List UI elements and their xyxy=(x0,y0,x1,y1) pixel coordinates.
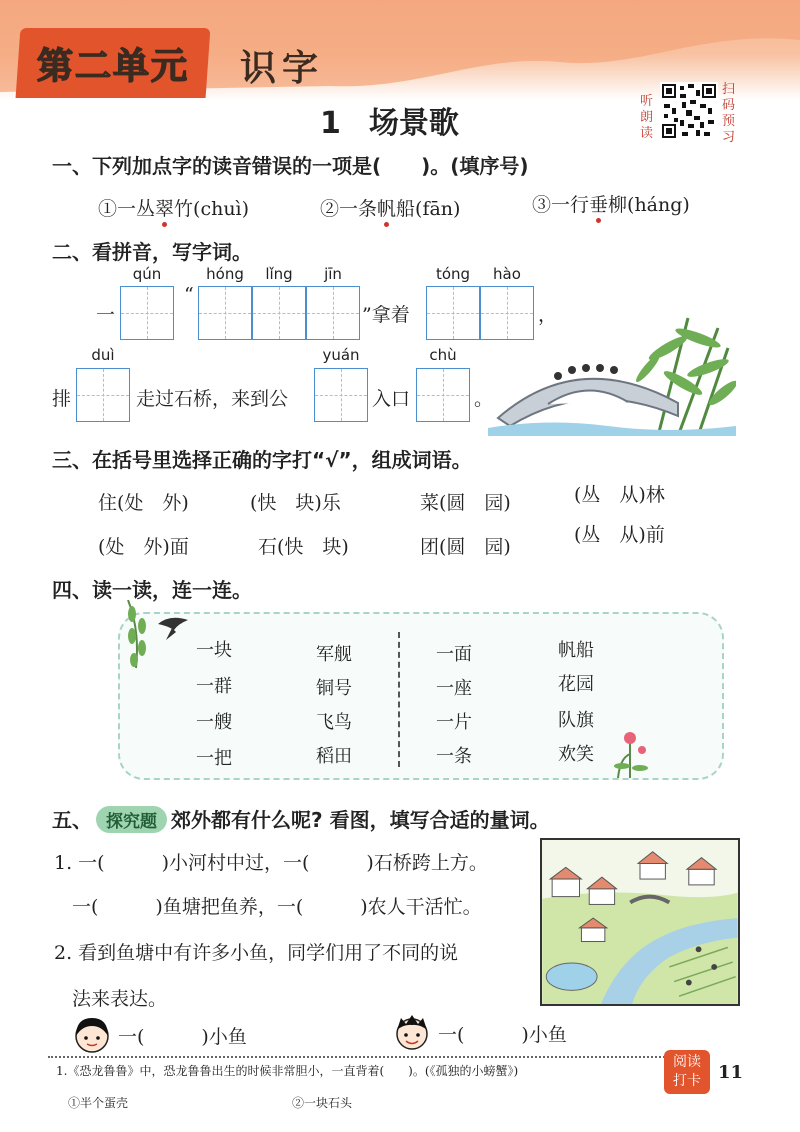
q1-opt1-prefix: ①一丛 xyxy=(98,198,156,220)
char-grid-ling[interactable] xyxy=(252,286,306,340)
unit-tab xyxy=(16,28,211,98)
match-left-a-2[interactable]: 一群 xyxy=(196,676,232,697)
footer-reading-question: 1.《恐龙鲁鲁》中，恐龙鲁鲁出生的时候非常胆小，一直背着( )。(《孤独的小螃蟹》) xyxy=(56,1064,519,1078)
q2-row2-pai: 排 xyxy=(52,388,72,410)
pinyin-tong: tóng xyxy=(435,265,471,283)
match-right-a-2[interactable]: 一座 xyxy=(436,678,472,699)
pinyin-qun: qún xyxy=(132,265,162,283)
girl-answer: 一( )小鱼 xyxy=(118,1026,247,1048)
lesson-number: 1 xyxy=(320,106,341,141)
q5-line-1: 1. 一( )小河村中过，一( )石桥跨上方。 xyxy=(54,852,488,874)
q5-line-3: 2. 看到鱼塘中有许多小鱼，同学们用了不同的说 xyxy=(54,942,459,964)
pinyin-hong: hóng xyxy=(206,265,244,283)
matching-divider xyxy=(398,632,400,767)
pinyin-dui: duì xyxy=(91,346,115,364)
unit-title: 识字 xyxy=(240,48,325,89)
match-left-b-1[interactable]: 军舰 xyxy=(316,644,352,665)
q1-option-3 xyxy=(532,190,690,217)
q2-row2-text1: 走过石桥，来到公 xyxy=(136,388,289,410)
unit-label: 第二单元 xyxy=(36,45,189,87)
q5-title: 郊外都有什么呢? 看图，填写合适的量词。 xyxy=(171,808,550,832)
match-right-a-4[interactable]: 一条 xyxy=(436,746,472,767)
q1-opt3-dotted-char: 垂 xyxy=(589,190,608,217)
q1-opt2-prefix: ②一条 xyxy=(320,198,378,220)
q2-row1-yi: 一 xyxy=(96,304,116,326)
char-grid-hong[interactable] xyxy=(198,286,252,340)
match-left-a-1[interactable]: 一块 xyxy=(196,640,232,661)
match-left-a-4[interactable]: 一把 xyxy=(196,748,232,769)
pinyin-hao: hào xyxy=(493,265,521,283)
char-grid-dui[interactable] xyxy=(76,368,130,422)
q3-item-3: 菜(圆 园) xyxy=(420,492,511,514)
reading-checkin-badge: 阅读 打卡 xyxy=(664,1050,710,1094)
q3-item-4: (丛 从)林 xyxy=(574,484,665,506)
match-right-b-2[interactable]: 花园 xyxy=(558,674,594,695)
girl-avatar-icon xyxy=(72,1014,112,1054)
q1-opt2-dotted-char: 帆 xyxy=(377,194,396,221)
q4-title: 四、读一读，连一连。 xyxy=(52,578,252,602)
page-number: 11 xyxy=(718,1062,744,1083)
willow-swallow-decoration xyxy=(118,600,198,670)
q5-line-2: 一( )鱼塘把鱼养，一( )农人干活忙。 xyxy=(72,896,482,918)
q2-row2-text2: 入口 xyxy=(372,388,411,410)
qr-code-icon[interactable] xyxy=(660,82,718,140)
q5-title-line xyxy=(52,804,550,833)
q3-item-2: (快 块)乐 xyxy=(250,492,341,514)
q5-line-4: 法来表达。 xyxy=(72,988,168,1010)
qr-listen-label: 听朗读 xyxy=(640,94,654,141)
q2-row2-period: 。 xyxy=(474,388,494,410)
q2-title: 二、看拼音，写字词。 xyxy=(52,240,252,264)
match-right-b-3[interactable]: 队旗 xyxy=(558,710,594,731)
footer-option-1: ①半个蛋壳 xyxy=(68,1096,129,1110)
boy-answer: 一( )小鱼 xyxy=(438,1024,567,1046)
match-left-b-2[interactable]: 铜号 xyxy=(316,678,352,699)
char-grid-yuan[interactable] xyxy=(314,368,368,422)
qr-scan-label: 扫码预习 xyxy=(722,82,736,145)
boy-avatar-icon xyxy=(392,1012,432,1052)
q3-item-5: (处 外)面 xyxy=(98,536,189,558)
q1-option-2 xyxy=(320,194,460,221)
pinyin-jin: jīn xyxy=(324,265,342,283)
match-right-a-3[interactable]: 一片 xyxy=(436,712,472,733)
q3-item-8: (丛 从)前 xyxy=(574,524,665,546)
match-left-b-4[interactable]: 稻田 xyxy=(316,746,352,767)
q1-opt1-suffix: 竹(chuì) xyxy=(174,198,250,220)
pinyin-yuan: yuán xyxy=(322,346,360,364)
match-left-a-3[interactable]: 一艘 xyxy=(196,712,232,733)
match-right-b-4[interactable]: 欢笑 xyxy=(558,744,594,765)
footer-option-2: ②一块石头 xyxy=(292,1096,353,1110)
char-grid-qun[interactable] xyxy=(120,286,174,340)
q2-row1-comma: ， xyxy=(538,304,558,326)
q1-opt3-prefix: ③一行 xyxy=(532,194,590,216)
match-right-b-1[interactable]: 帆船 xyxy=(558,640,594,661)
match-right-a-1[interactable]: 一面 xyxy=(436,644,472,665)
pinyin-chu: chù xyxy=(429,346,457,364)
char-grid-jin[interactable] xyxy=(306,286,360,340)
q3-item-6: 石(快 块) xyxy=(258,536,349,558)
q1-title: 一、下列加点字的读音错误的一项是( )。(填序号) xyxy=(52,154,529,178)
countryside-scene-illustration xyxy=(540,838,740,1006)
bridge-bamboo-illustration xyxy=(488,308,736,436)
q2-close-quote-text: ”拿着 xyxy=(362,304,410,326)
match-left-b-3[interactable]: 飞鸟 xyxy=(316,712,352,733)
q2-open-quote: “ xyxy=(184,284,194,306)
q1-opt3-suffix: 柳(háng) xyxy=(608,194,690,216)
q1-opt2-suffix: 船(fān) xyxy=(396,198,461,220)
flower-decoration xyxy=(600,728,660,778)
explore-badge: 探究题 xyxy=(96,806,167,833)
lesson-title xyxy=(320,98,459,142)
q5-number: 五、 xyxy=(52,808,92,832)
q3-title: 三、在括号里选择正确的字打“√”，组成词语。 xyxy=(52,448,472,472)
footer-divider xyxy=(48,1056,688,1058)
char-grid-tong[interactable] xyxy=(426,286,480,340)
q3-item-1: 住(处 外) xyxy=(98,492,189,514)
pinyin-ling: lǐng xyxy=(265,265,293,283)
q1-option-1 xyxy=(98,194,249,221)
lesson-name: 场景歌 xyxy=(368,106,459,141)
q3-item-7: 团(圆 园) xyxy=(420,536,511,558)
char-grid-chu[interactable] xyxy=(416,368,470,422)
q1-opt1-dotted-char: 翠 xyxy=(155,194,174,221)
